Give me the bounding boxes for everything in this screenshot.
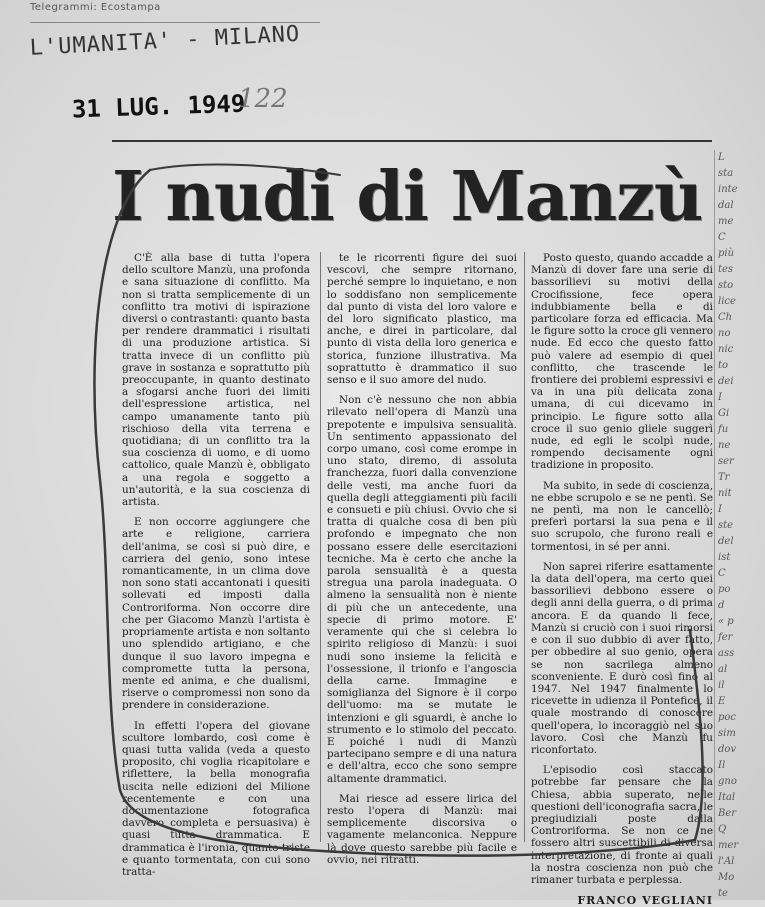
paragraph: Non c'è nessuno che non abbia rilevato nell'opera di Manzù una prepotente e impulsiva sensualità. Un sentimento appassionato del corpo umano, così come erompe in uno stato, diremo, di assoluta franchezza, fuori dalla convenzione delle vesti, ma anche fuori da quella degli atteggiamenti più facili e consueti e più chiusi. Ovvio che si tratta di qualche cosa di ben più profondo e impegnato che non possano essere delle esercitazioni tecniche. Ma è certo che anche la parola sensualità è a questa stregua una parola inadeguata. O almeno la sensualità non è niente di più che un antecedente, una specie di primo motore. E' veramente qui che si celebra lo spirito religioso di Manzù: i suoi nudi sono insieme la felicità e l'ossessione, il trionfo e l'angoscia della carne. Immagine e somiglianza del Signore è il corpo dell'uomo: ma se mutate le intenzioni e gli sguardi, è anche lo strumento e lo stimolo del peccato. E poiché i nudi di Manzù partecipano sempre e di una natura e dell'altra, ecco che sono sempre altamente drammatici. <box>327 394 517 785</box>
margin-line: Ch <box>718 312 733 323</box>
top-rule <box>112 140 712 142</box>
margin-line: fer <box>718 632 733 643</box>
paragraph: Ma subito, in sede di coscienza, ne ebbe scrupolo e se ne pentì. Se ne pentì, ma non le cancellò; preferì portarsi la sua pena e il suo scrupolo, che furono reali e tormentosi, in sé per anni. <box>531 479 713 553</box>
adjacent-column-fragment <box>718 150 765 899</box>
margin-line: d <box>718 600 725 611</box>
margin-line: te <box>718 888 728 899</box>
date-stamp: 31 LUG. 1949 <box>71 89 246 124</box>
margin-line: sto <box>718 280 734 291</box>
margin-line: al <box>718 664 728 675</box>
margin-line: nit <box>718 488 732 499</box>
margin-line: dov <box>718 744 737 755</box>
margin-line: C <box>718 232 726 243</box>
handwritten-archive-number: 122 <box>238 84 288 114</box>
paragraph: E non occorre aggiungere che arte e religione, carriera dell'anima, se così si può dire, e carriera del genio, sono intese romanticamente, in un clima dove non sono stati accantonati i quesiti sollevati ed imposti dalla Controriforma. Non occorre dire che per Giacomo Manzù l'artista è propriamente artista e non soltanto uno splendido artigiano, e che dunque il suo lavoro impegna e compromette tutta la persona, mente ed anima, e che dualismi, riserve o compromessi non sono da prendere in considerazione. <box>122 516 310 712</box>
margin-line: L <box>718 152 725 163</box>
margin-line: ste <box>718 520 734 531</box>
paragraph: Posto questo, quando accadde a Manzù di dover fare una serie di bassorilievi su motivi della Crocifissione, fece opera indubbiamente bella e di particolare forza ed efficacia. Ma le figure sotto la croce gli vennero nude. Ed ecco che questo fatto può valere ad esempio di quel conflitto, che trascende le frontiere dei problemi espressivi e va in una più delicata zona umana, di cui dicevamo in principio. Le figure sotto alla croce il suo genio gliele suggerì nude, ed egli le scolpì nude, rompendo decisamente ogni tradizione in proposito. <box>531 252 713 472</box>
margin-line: ass <box>718 648 735 659</box>
margin-line: del <box>718 536 734 547</box>
margin-line: fu <box>718 424 729 435</box>
paragraph: Mai riesce ad essere lirica del resto l'opera di Manzù: mai semplicemente discorsiva o vagamente melanconica. Neppure là dove questo sarebbe più facile e ovvio, nei ritratti. <box>327 792 517 866</box>
margin-line: no <box>718 328 731 339</box>
margin-line: il <box>718 680 725 691</box>
margin-line: sim <box>718 728 736 739</box>
margin-line: to <box>718 360 729 371</box>
margin-line: sta <box>718 168 734 179</box>
margin-line: Tr <box>718 472 730 483</box>
margin-line: Gi <box>718 408 730 419</box>
margin-line: poc <box>718 712 737 723</box>
margin-line: Ber <box>718 808 737 819</box>
margin-line: ser <box>718 456 734 467</box>
margin-line: dal <box>718 200 734 211</box>
author-signature: FRANCO VEGLIANI <box>577 894 713 907</box>
newspaper-name-stamp: L'UMANITA' - MILANO <box>29 21 301 61</box>
margin-line: « p <box>718 616 734 627</box>
article-title: I nudi di Manzù <box>112 157 703 237</box>
margin-line: ist <box>718 552 731 563</box>
telegram-strip: Telegrammi: Ecostampa <box>30 2 320 23</box>
margin-line: Il <box>718 760 726 771</box>
margin-line: gno <box>718 776 737 787</box>
paragraph: In effetti l'opera del giovane scultore lombardo, così come è quasi tutta valida (veda a questo proposito, chi voglia ricapitolare e riflettere, la bella monografia uscita nelle edizioni del Milione recentemente e con una documentazione fotografica davvero completa e persuasiva) è quasi tutta drammatica. E drammatica è l'ironia, quanto triste e quanto tormentata, con cui sono tratta- <box>122 719 310 878</box>
margin-line: E <box>718 696 726 707</box>
margin-line: mer <box>718 840 739 851</box>
margin-line: Q <box>718 824 727 835</box>
paragraph: Non saprei riferire esattamente la data dell'opera, ma certo quei bassorilievi debbono essere o degli anni della guerra, o di prima ancora. E da quando li fece, Manzù si cruciò con i suoi rimorsi e con il suo dubbio di aver fatto, per obbedire al suo genio, opera se non sacrilega almeno sconveniente. E durò così fino al 1947. Nel 1947 finalmente lo ricevette in udienza il Pontefice, il quale mostrando di conoscere quell'opera, lo incoraggiò nel suo lavoro. Così che Manzù fu riconfortato. <box>531 560 713 756</box>
margin-line: tes <box>718 264 734 275</box>
margin-line: I <box>718 504 722 515</box>
margin-line: più <box>718 248 735 259</box>
margin-line: me <box>718 216 734 227</box>
pencil-outline-mark <box>80 150 720 870</box>
paragraph: te le ricorrenti figure dei suoi vescovi, che sempre ritornano, perché sempre lo inquietano, e non lo soddisfano non semplicemente dal punto di vista del loro valore e del loro significato plastico, ma anche, e direi in particolare, dal punto di vista della loro generica e storica, funzione illustrativa. Ma soprattutto è drammatico il suo senso e il suo amore del nudo. <box>327 252 517 387</box>
margin-line: inte <box>718 184 738 195</box>
margin-line: lice <box>718 296 736 307</box>
paragraph: L'episodio così staccato potrebbe far pensare che la Chiesa, abbia superato, nelle questioni dell'iconografia sacra, le pregiudiziali poste dalla Controriforma. Se non ce ne fossero altri suscettibili di diversa interpretazione, di fronte ai quali la nostra coscienza non può che rimaner turbata e perplessa. <box>531 764 713 886</box>
margin-line: ne <box>718 440 731 451</box>
margin-line: I <box>718 392 722 403</box>
margin-line: po <box>718 584 731 595</box>
margin-line: Ital <box>718 792 736 803</box>
margin-line: l'Al <box>718 856 735 867</box>
margin-line: Mo <box>718 872 735 883</box>
margin-line: C <box>718 568 726 579</box>
paragraph: C'È alla base di tutta l'opera dello scultore Manzù, una profonda e sana situazione di conflitto. Ma non si tratta semplicemente di un conflitto tra motivi di ispirazione diversi o contrastanti: quanto basta per rendere drammatici i risultati di una produzione artistica. Si tratta invece di un conflitto più grave in sostanza e soprattutto più preoccupante, in quanto destinato a sfogarsi anche fuori dei limiti dell'espressione artistica, nel campo umanamente tanto più rischioso della vita terrena e quotidiana; di un conflitto tra la sua coscienza di uomo, e di uomo cattolico, quale Manzù è, obbligato a una regola e soggetto a un'autorità, e la sua coscienza di artista. <box>122 252 310 509</box>
margin-line: dei <box>718 376 734 387</box>
margin-line: nic <box>718 344 734 355</box>
